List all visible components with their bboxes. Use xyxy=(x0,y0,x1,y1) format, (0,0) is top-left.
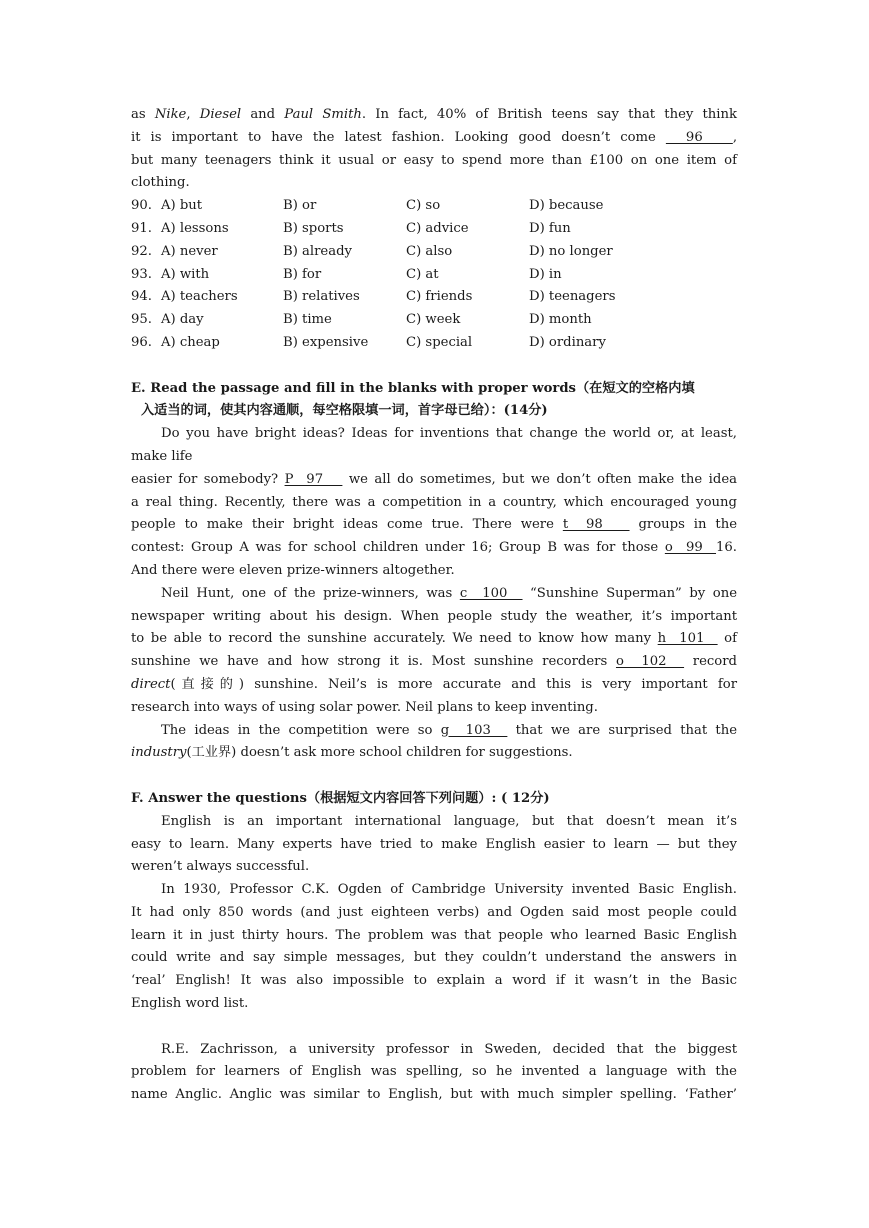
passage-line: learn it in just thirty hours. The problem was that people who learned Basic English xyxy=(131,927,737,943)
passage-line: It had only 850 words (and just eighteen verbs) and Ogden said most people could xyxy=(131,904,737,920)
blank-103[interactable]: g 103 xyxy=(440,722,508,738)
option-b[interactable]: B) time xyxy=(283,312,332,328)
passage-line: people to make their bright ideas come true. There were t 98 groups in the xyxy=(131,517,737,533)
brand-name: Nike xyxy=(154,107,187,122)
section-e-heading-cont: 入适当的词，使其内容通顺，每空格限填一词，首字母已给）：(14分) xyxy=(141,403,548,419)
blank-97[interactable]: P 97 xyxy=(284,471,343,487)
passage-line: direct(直接的) sunshine. Neil’s is more accurate and this is very important for xyxy=(131,676,737,692)
option-row: 96. A) cheap B) expensive C) special D) ordinary xyxy=(131,332,737,355)
option-b[interactable]: B) sports xyxy=(283,220,344,236)
passage-line: easy to learn. Many experts have tried to make English easier to learn — but they xyxy=(131,836,737,852)
italic-word: industry xyxy=(131,745,187,761)
option-d[interactable]: D) month xyxy=(529,312,592,328)
options-list xyxy=(131,195,737,355)
brand-name: Diesel xyxy=(199,107,242,122)
option-d[interactable]: D) ordinary xyxy=(529,334,606,350)
section-f-heading: F. Answer the questions（根据短文内容回答下列问题）: ( 12分) xyxy=(131,790,550,806)
option-a[interactable]: A) day xyxy=(161,312,204,328)
blank-98[interactable]: t 98 xyxy=(562,517,630,533)
option-row: 94. A) teachers B) relatives C) friends D) teenagers xyxy=(131,286,737,309)
option-d[interactable]: D) teenagers xyxy=(529,289,616,305)
option-c[interactable]: C) advice xyxy=(406,220,469,236)
option-c[interactable]: C) special xyxy=(406,334,473,350)
passage-line: sunshine we have and how strong it is. Most sunshine recorders o 102 record xyxy=(131,654,737,670)
passage-line: name Anglic. Anglic was similar to English, but with much simpler spelling. ‘Father’ xyxy=(131,1087,737,1103)
option-row: 93. A) with B) for C) at D) in xyxy=(131,264,737,287)
blank-101[interactable]: h 101 xyxy=(657,631,718,647)
option-c[interactable]: C) friends xyxy=(406,289,473,305)
passage-line: to be able to record the sunshine accurately. We need to know how many h 101 of xyxy=(131,631,738,647)
option-a[interactable]: A) but xyxy=(161,198,203,214)
passage-line: easier for somebody? P 97 we all do sometimes, but we don’t often make the idea xyxy=(131,471,737,487)
option-b[interactable]: B) or xyxy=(283,198,317,214)
option-row: 90. A) but B) or C) so D) because xyxy=(131,195,737,218)
passage-line: And there were eleven prize-winners altogether. xyxy=(131,562,455,578)
passage-line: but many teenagers think it usual or easy to spend more than £100 on one item of xyxy=(131,152,737,168)
option-a[interactable]: A) never xyxy=(161,243,218,259)
passage-line: industry(工业界) doesn’t ask more school children for suggestions. xyxy=(131,745,573,761)
passage-line: make life xyxy=(131,448,193,464)
passage-line: Neil Hunt, one of the prize-winners, was c 100 “Sunshine Superman” by one xyxy=(161,585,738,601)
passage-line: could write and say simple messages, but they couldn’t understand the answers in xyxy=(131,950,737,966)
option-d[interactable]: D) fun xyxy=(529,220,571,236)
option-a[interactable]: A) with xyxy=(161,266,210,282)
blank-102[interactable]: o 102 xyxy=(615,654,685,670)
passage-line: problem for learners of English was spelling, so he invented a language with the xyxy=(131,1064,737,1080)
brand-name: Paul Smith xyxy=(284,107,362,122)
option-b[interactable]: B) expensive xyxy=(283,334,369,350)
blank-96[interactable]: 96 xyxy=(665,129,733,145)
passage-line: a real thing. Recently, there was a competition in a country, which encouraged young xyxy=(131,494,737,510)
option-b[interactable]: B) relatives xyxy=(283,289,360,305)
blank-100[interactable]: c 100 xyxy=(459,585,523,601)
option-d[interactable]: D) in xyxy=(529,266,562,282)
passage-line: English word list. xyxy=(131,996,249,1012)
option-c[interactable]: C) also xyxy=(406,243,453,259)
passage-line: R.E. Zachrisson, a university professor in Sweden, decided that the biggest xyxy=(161,1041,737,1057)
passage-line: as Nike, Diesel and Paul Smith. In fact, 40% of British teens say that they think xyxy=(131,107,737,122)
option-row: 92. A) never B) already C) also D) no longer xyxy=(131,241,737,264)
passage-line: it is important to have the latest fashion. Looking good doesn’t come 96 , xyxy=(131,129,738,145)
passage-line: English is an important international language, but that doesn’t mean it’s xyxy=(161,813,737,829)
option-a[interactable]: A) teachers xyxy=(161,289,238,305)
option-d[interactable]: D) no longer xyxy=(529,243,613,259)
passage-line: research into ways of using solar power. Neil plans to keep inventing. xyxy=(131,699,598,715)
option-b[interactable]: B) already xyxy=(283,243,352,259)
option-d[interactable]: D) because xyxy=(529,198,604,214)
option-row: 95. A) day B) time C) week D) month xyxy=(131,309,737,332)
section-e-heading: E. Read the passage and fill in the blanks with proper words（在短文的空格内填 xyxy=(131,380,695,396)
passage-line: ‘real’ English! It was also impossible to explain a word if it wasn’t in the Basic xyxy=(131,973,737,989)
passage-line: contest: Group A was for school children under 16; Group B was for those o 99 16. xyxy=(131,540,737,556)
option-a[interactable]: A) lessons xyxy=(161,220,229,236)
option-c[interactable]: C) so xyxy=(406,198,441,214)
option-c[interactable]: C) at xyxy=(406,266,439,282)
option-row: 91. A) lessons B) sports C) advice D) fun xyxy=(131,218,737,241)
exam-page xyxy=(131,104,737,1107)
blank-99[interactable]: o 99 xyxy=(664,540,717,556)
passage-line: newspaper writing about his design. When people study the weather, it’s important xyxy=(131,608,737,624)
passage-line: The ideas in the competition were so g 103 that we are surprised that the xyxy=(161,722,738,738)
option-c[interactable]: C) week xyxy=(406,312,461,328)
passage-line: weren’t always successful. xyxy=(131,859,310,875)
passage-line: clothing. xyxy=(131,175,190,191)
option-b[interactable]: B) for xyxy=(283,266,322,282)
passage-line: Do you have bright ideas? Ideas for inventions that change the world or, at least, xyxy=(161,426,737,442)
italic-word: direct xyxy=(131,676,171,692)
passage-line: In 1930, Professor C.K. Ogden of Cambridge University invented Basic English. xyxy=(161,882,737,898)
option-a[interactable]: A) cheap xyxy=(161,334,220,350)
